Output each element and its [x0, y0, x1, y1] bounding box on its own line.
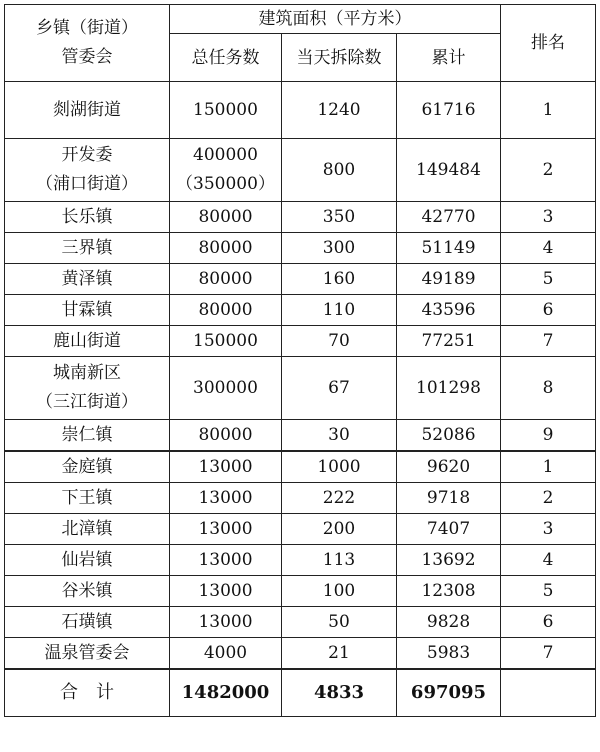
- cumulative-cell: 13692: [397, 545, 501, 576]
- town-cell: 三界镇: [5, 233, 170, 264]
- cumulative-cell: 52086: [397, 420, 501, 452]
- table-row: [5, 638, 596, 670]
- total-cumulative-sum: 697095: [397, 669, 501, 717]
- today-cell: 350: [282, 202, 397, 233]
- cumulative-cell: 5983: [397, 638, 501, 670]
- rank-cell: 5: [501, 576, 596, 607]
- town-column-header: [5, 5, 170, 82]
- rank-cell: 3: [501, 514, 596, 545]
- town-cell: [5, 357, 170, 420]
- today-cell: 50: [282, 607, 397, 638]
- total-task-cell: 150000: [170, 326, 282, 357]
- table-row: [5, 483, 596, 514]
- table-row: [5, 233, 596, 264]
- rank-cell: 7: [501, 326, 596, 357]
- town-cell: 甘霖镇: [5, 295, 170, 326]
- today-cell: 1240: [282, 82, 397, 139]
- table-row: [5, 420, 596, 452]
- town-cell-line: 城南新区: [53, 363, 121, 383]
- table-row: [5, 607, 596, 638]
- today-cell: 200: [282, 514, 397, 545]
- total-task-cell: 13000: [170, 545, 282, 576]
- table-body: [5, 82, 596, 717]
- total-task-cell: 4000: [170, 638, 282, 670]
- cumulative-cell: 77251: [397, 326, 501, 357]
- area-group-header: 建筑面积（平方米）: [170, 5, 501, 34]
- town-cell: 崇仁镇: [5, 420, 170, 452]
- today-cell: 160: [282, 264, 397, 295]
- total-task-cell: 80000: [170, 233, 282, 264]
- table-row: [5, 264, 596, 295]
- town-cell: 仙岩镇: [5, 545, 170, 576]
- rank-cell: 3: [501, 202, 596, 233]
- rank-column-header: 排名: [501, 5, 596, 82]
- today-cell: 222: [282, 483, 397, 514]
- rank-cell: 6: [501, 295, 596, 326]
- cumulative-cell: 101298: [397, 357, 501, 420]
- today-cell: 21: [282, 638, 397, 670]
- table-row: [5, 202, 596, 233]
- rank-cell: 4: [501, 233, 596, 264]
- town-cell: [5, 139, 170, 202]
- today-cell: 800: [282, 139, 397, 202]
- town-cell: 剡湖街道: [5, 82, 170, 139]
- total-task-cell: 150000: [170, 82, 282, 139]
- today-column-header: 当天拆除数: [282, 34, 397, 82]
- cumulative-cell: 61716: [397, 82, 501, 139]
- demolition-statistics-table: [4, 4, 596, 717]
- table-row: [5, 82, 596, 139]
- total-row: [5, 669, 596, 717]
- today-cell: 300: [282, 233, 397, 264]
- town-header-line1: 乡镇（街道）: [36, 18, 138, 38]
- rank-cell: 8: [501, 357, 596, 420]
- town-cell-line: 开发委: [61, 145, 113, 165]
- total-task-cell: 13000: [170, 451, 282, 483]
- town-cell: 石璜镇: [5, 607, 170, 638]
- rank-cell: 5: [501, 264, 596, 295]
- cumulative-cell: 42770: [397, 202, 501, 233]
- town-cell: 黄泽镇: [5, 264, 170, 295]
- rank-cell: 2: [501, 483, 596, 514]
- total-task-cell: 13000: [170, 607, 282, 638]
- cumulative-cell: 49189: [397, 264, 501, 295]
- rank-cell: 1: [501, 451, 596, 483]
- cumulative-cell: 51149: [397, 233, 501, 264]
- total-task-column-header: 总任务数: [170, 34, 282, 82]
- cumulative-cell: 9620: [397, 451, 501, 483]
- total-task-cell: 13000: [170, 483, 282, 514]
- total-task-cell-line: （350000）: [176, 174, 275, 194]
- total-label: 合计: [5, 669, 170, 717]
- total-task-cell-line: 400000: [193, 145, 258, 165]
- today-cell: 30: [282, 420, 397, 452]
- today-cell: 67: [282, 357, 397, 420]
- total-task-cell: 80000: [170, 202, 282, 233]
- table-row: [5, 576, 596, 607]
- cumulative-cell: 43596: [397, 295, 501, 326]
- today-cell: 1000: [282, 451, 397, 483]
- total-today-sum: 4833: [282, 669, 397, 717]
- total-rank-cell: [501, 669, 596, 717]
- table-row: [5, 139, 596, 202]
- today-cell: 110: [282, 295, 397, 326]
- table-row: [5, 295, 596, 326]
- rank-cell: 4: [501, 545, 596, 576]
- town-cell: 长乐镇: [5, 202, 170, 233]
- town-header-line2: 管委会: [61, 47, 113, 67]
- town-cell: 温泉管委会: [5, 638, 170, 670]
- total-task-cell: [170, 139, 282, 202]
- today-cell: 100: [282, 576, 397, 607]
- total-task-sum: 1482000: [170, 669, 282, 717]
- total-task-cell: 300000: [170, 357, 282, 420]
- total-task-cell: 80000: [170, 420, 282, 452]
- town-cell: 谷米镇: [5, 576, 170, 607]
- town-cell: 下王镇: [5, 483, 170, 514]
- cumulative-cell: 12308: [397, 576, 501, 607]
- cumulative-column-header: 累计: [397, 34, 501, 82]
- cumulative-cell: 9718: [397, 483, 501, 514]
- table-row: [5, 326, 596, 357]
- town-cell: 北漳镇: [5, 514, 170, 545]
- rank-cell: 9: [501, 420, 596, 452]
- today-cell: 70: [282, 326, 397, 357]
- total-task-cell: 80000: [170, 264, 282, 295]
- today-cell: 113: [282, 545, 397, 576]
- town-cell: 鹿山街道: [5, 326, 170, 357]
- cumulative-cell: 7407: [397, 514, 501, 545]
- header-row-1: [5, 5, 596, 34]
- table-row: [5, 357, 596, 420]
- total-task-cell: 13000: [170, 514, 282, 545]
- cumulative-cell: 149484: [397, 139, 501, 202]
- table-row: [5, 514, 596, 545]
- rank-cell: 1: [501, 82, 596, 139]
- table-row: [5, 545, 596, 576]
- cumulative-cell: 9828: [397, 607, 501, 638]
- rank-cell: 2: [501, 139, 596, 202]
- town-cell: 金庭镇: [5, 451, 170, 483]
- total-task-cell: 13000: [170, 576, 282, 607]
- total-task-cell: 80000: [170, 295, 282, 326]
- rank-cell: 7: [501, 638, 596, 670]
- table-row: [5, 451, 596, 483]
- town-cell-line: （三江街道）: [36, 392, 138, 412]
- town-cell-line: （浦口街道）: [36, 174, 138, 194]
- rank-cell: 6: [501, 607, 596, 638]
